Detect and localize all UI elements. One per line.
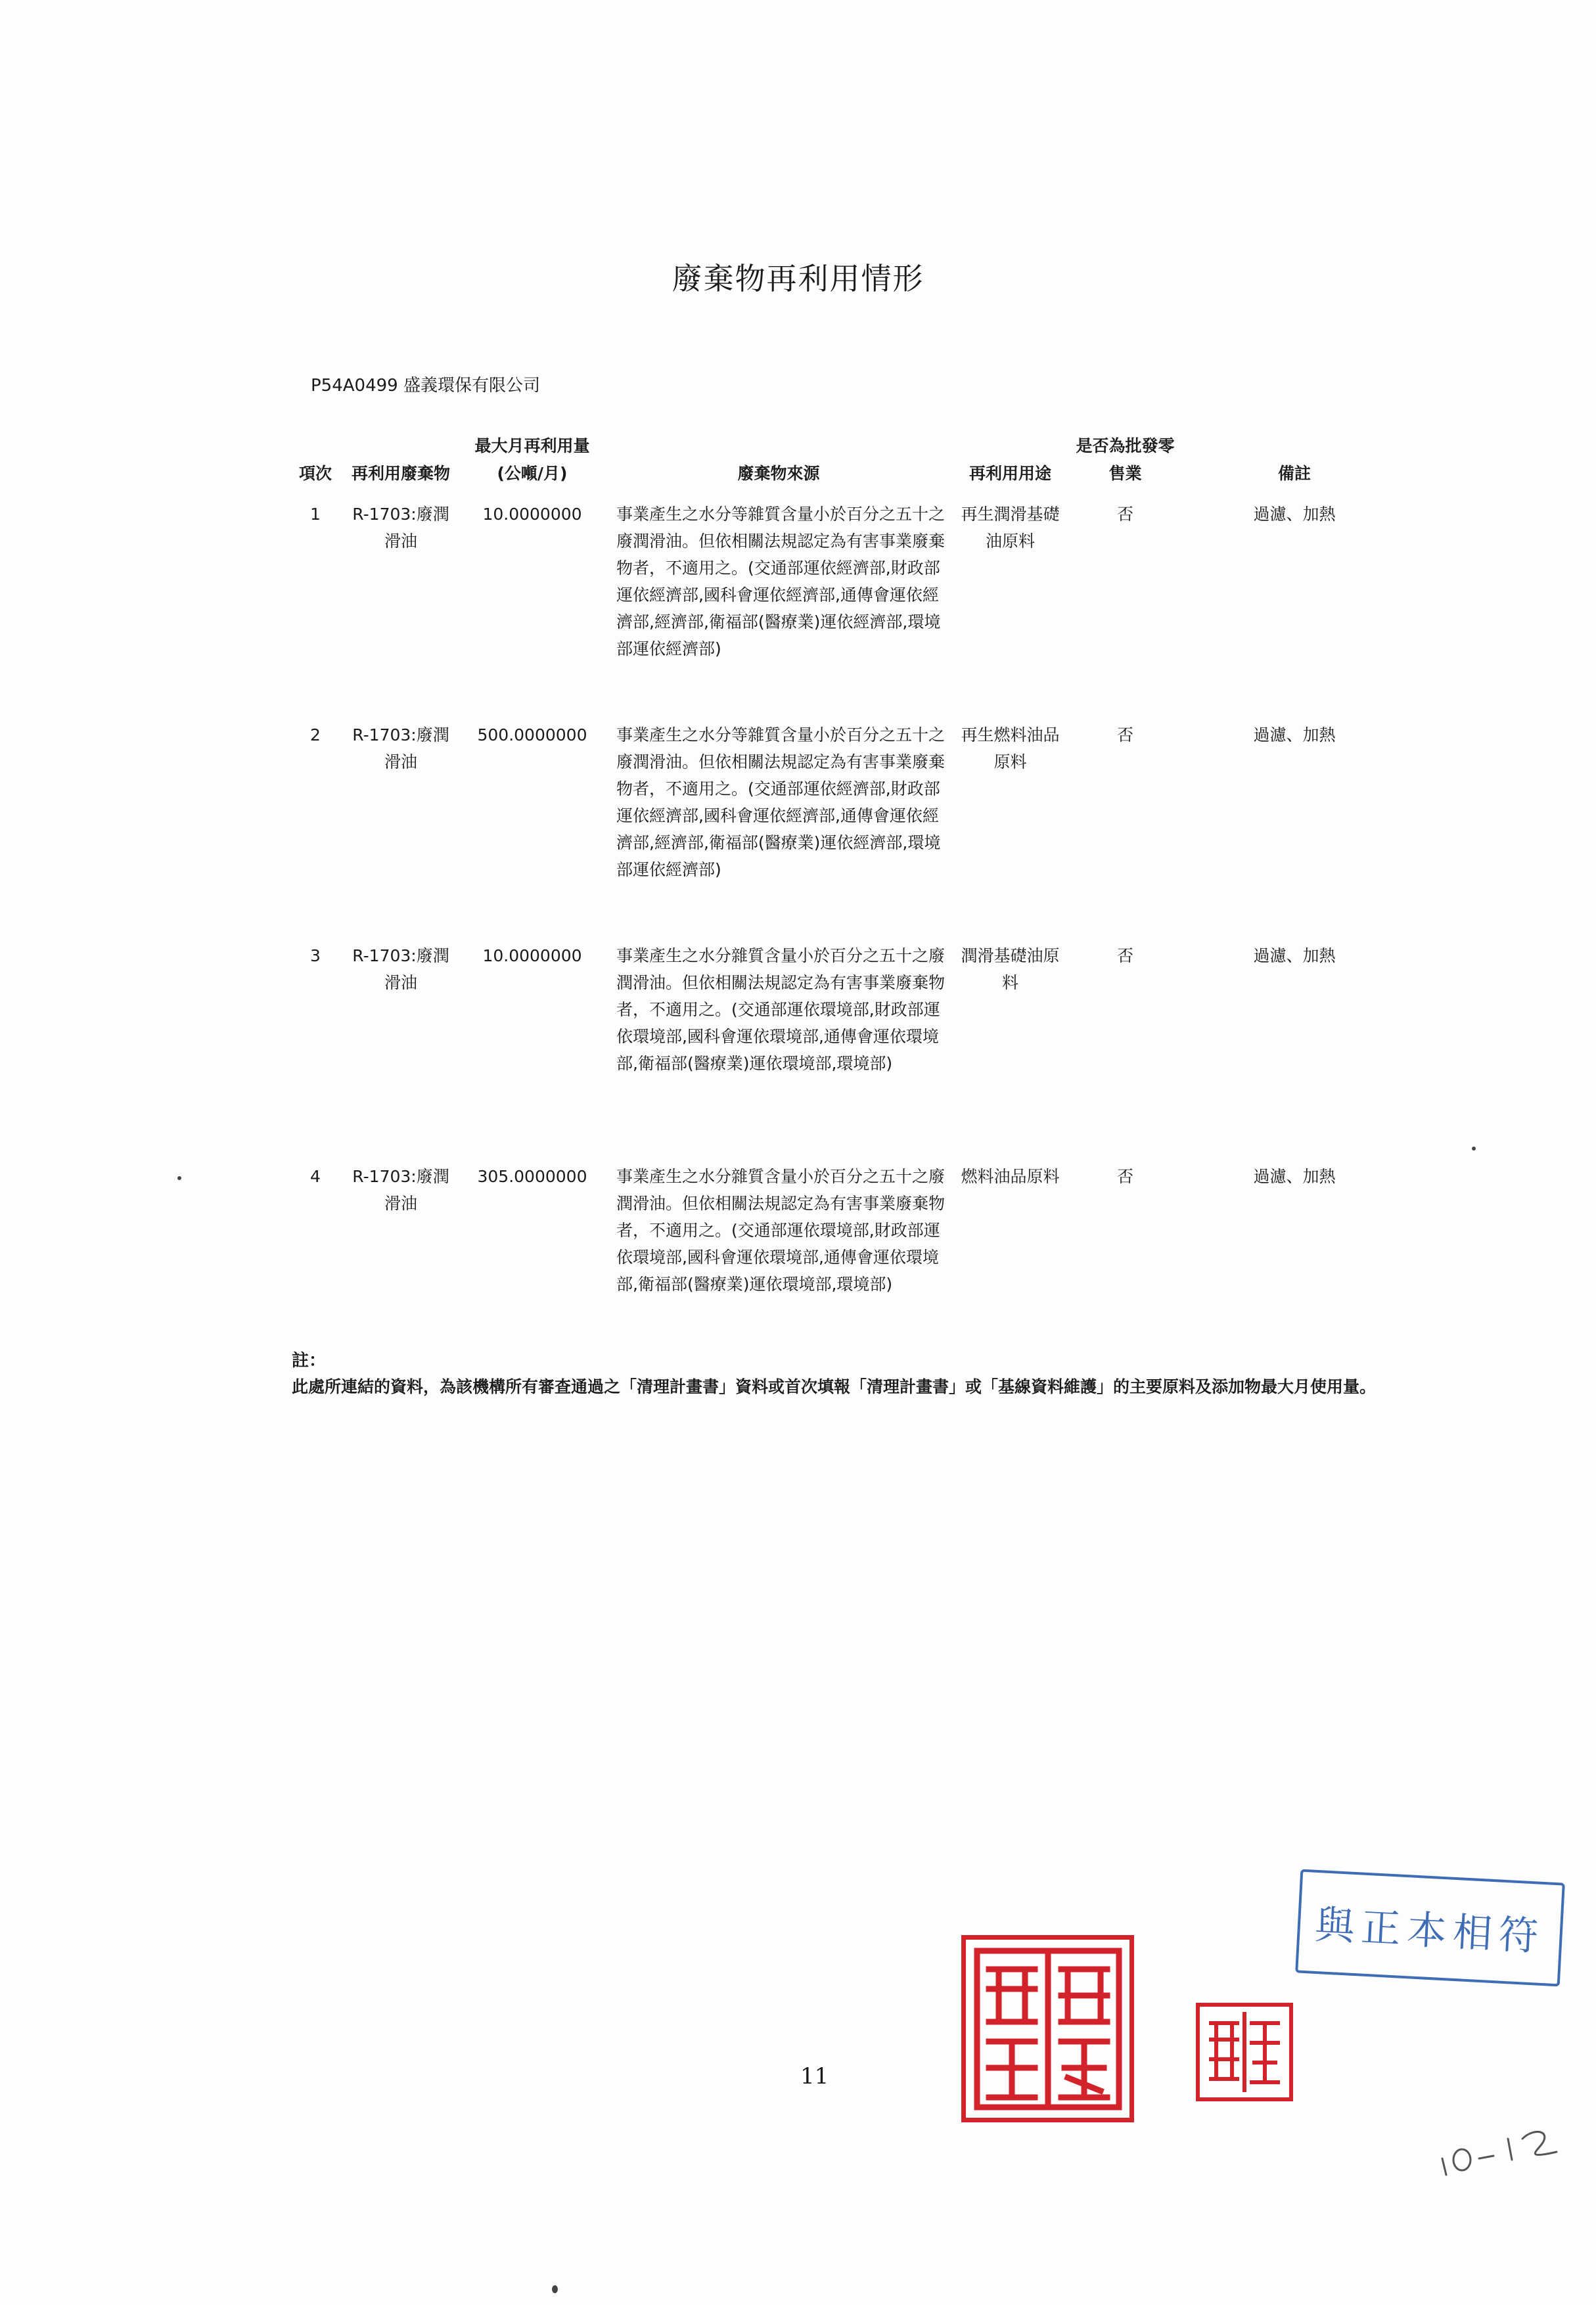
header-reuse-purpose: 再利用用途 bbox=[969, 464, 1051, 483]
organization-seal bbox=[961, 1935, 1134, 2122]
personal-seal-glyphs bbox=[1203, 2010, 1286, 2094]
cell-index: 1 bbox=[310, 505, 321, 524]
cell-wholesale: 否 bbox=[1116, 946, 1133, 965]
cell-max-monthly: 500.0000000 bbox=[477, 725, 587, 744]
cell-waste-source: 事業產生之水分等雜質含量小於百分之五十之廢潤滑油。但依相關法規認定為有害事業廢棄物者，不適用之。(交通部運依經濟部,財政部運依經濟部,國科會運依經濟部,通傳會運依經濟部,經濟部,衛福部(醫療業)運依經濟部,環境部運依經濟部) bbox=[616, 505, 946, 658]
cell-waste-code: R-1703:廢潤滑油 bbox=[352, 725, 449, 771]
cell-waste-code: R-1703:廢潤滑油 bbox=[352, 505, 449, 551]
organization-seal-glyphs bbox=[969, 1943, 1127, 2115]
cell-index: 3 bbox=[310, 946, 321, 965]
cell-max-monthly: 10.0000000 bbox=[482, 946, 582, 965]
header-max-monthly: 最大月再利用量(公噸/月) bbox=[474, 436, 590, 483]
scan-speck bbox=[1472, 1147, 1476, 1151]
cell-remark: 過濾、加熱 bbox=[1253, 946, 1336, 965]
cell-waste-source: 事業產生之水分雜質含量小於百分之五十之廢潤滑油。但依相關法規認定為有害事業廢棄物者，不適用之。(交通部運依環境部,財政部運依環境部,國科會運依環境部,通傳會運依環境部,衛福部(醫療業)運依環境部,環境部) bbox=[616, 1167, 946, 1294]
header-index: 項次 bbox=[298, 464, 332, 483]
cell-wholesale: 否 bbox=[1116, 1167, 1133, 1186]
cell-wholesale: 否 bbox=[1116, 505, 1133, 524]
cell-max-monthly: 305.0000000 bbox=[477, 1167, 587, 1186]
header-remark: 備註 bbox=[1277, 464, 1311, 483]
page-number: 11 bbox=[800, 2063, 829, 2089]
certified-copy-stamp: 與正本相符 bbox=[1295, 1869, 1565, 1987]
cell-reuse-purpose: 再生潤滑基礎油原料 bbox=[961, 505, 1060, 551]
cell-reuse-purpose: 再生燃料油品原料 bbox=[961, 725, 1060, 771]
company-id-name: P54A0499 盛義環保有限公司 bbox=[311, 376, 540, 396]
header-wholesale: 是否為批發零售業 bbox=[1076, 436, 1175, 483]
handwritten-note bbox=[1436, 2112, 1561, 2178]
cell-waste-code: R-1703:廢潤滑油 bbox=[352, 946, 449, 992]
cell-remark: 過濾、加熱 bbox=[1253, 725, 1336, 744]
header-waste-source: 廢棄物來源 bbox=[737, 464, 820, 483]
notes-label: 註： bbox=[292, 1351, 327, 1371]
cell-remark: 過濾、加熱 bbox=[1253, 1167, 1336, 1186]
reuse-table bbox=[289, 432, 1406, 1384]
cell-remark: 過濾、加熱 bbox=[1253, 505, 1336, 524]
cell-reuse-purpose: 潤滑基礎油原料 bbox=[961, 946, 1060, 992]
cell-waste-source: 事業產生之水分雜質含量小於百分之五十之廢潤滑油。但依相關法規認定為有害事業廢棄物者，不適用之。(交通部運依環境部,財政部運依環境部,國科會運依環境部,通傳會運依環境部,衛福部(醫療業)運依環境部,環境部) bbox=[616, 946, 946, 1073]
notes-text: 此處所連結的資料，為該機構所有審查通過之「清理計畫書」資料或首次填報「清理計畫書」或「基線資料維護」的主要原料及添加物最大月使用量。 bbox=[292, 1377, 1377, 1396]
scan-speck bbox=[552, 2285, 558, 2293]
cell-max-monthly: 10.0000000 bbox=[482, 505, 582, 524]
table-row bbox=[289, 501, 1406, 721]
header-waste-code: 再利用廢棄物 bbox=[351, 464, 450, 483]
scan-speck bbox=[177, 1176, 181, 1180]
cell-waste-code: R-1703:廢潤滑油 bbox=[352, 1167, 449, 1213]
personal-seal bbox=[1196, 2003, 1293, 2101]
table-header-row bbox=[289, 432, 1406, 501]
table-row bbox=[289, 942, 1406, 1163]
document-title: 廢棄物再利用情形 bbox=[672, 261, 924, 296]
cell-reuse-purpose: 燃料油品原料 bbox=[961, 1167, 1060, 1186]
table-row bbox=[289, 1163, 1406, 1384]
cell-index: 2 bbox=[310, 725, 321, 744]
table-row bbox=[289, 721, 1406, 942]
cell-index: 4 bbox=[310, 1167, 321, 1186]
cell-wholesale: 否 bbox=[1116, 725, 1133, 744]
cell-waste-source: 事業產生之水分等雜質含量小於百分之五十之廢潤滑油。但依相關法規認定為有害事業廢棄物者，不適用之。(交通部運依經濟部,財政部運依經濟部,國科會運依經濟部,通傳會運依經濟部,經濟部,衛福部(醫療業)運依經濟部,環境部運依經濟部) bbox=[616, 725, 946, 879]
